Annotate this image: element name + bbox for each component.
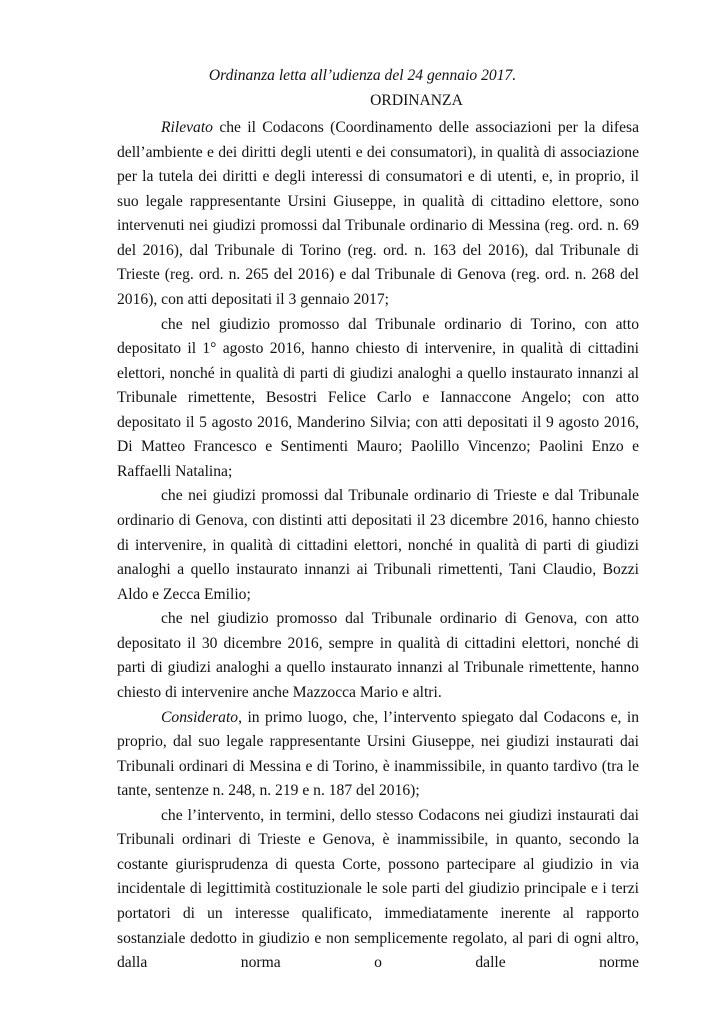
paragraph-codacons-inadmissible (117, 804, 639, 976)
paragraph-text: che nei giudizi promossi dal Tribunale ordinario di Trieste e dal Tribunale ordinario di Genova, con distinti atti depositati il 23 dicembre 2016, hanno chiesto di intervenire, in qualità di cittadini elettori, nonché in qualità di parti di giudizi analoghi a quello instaurato innanzi ai Tribunali rimettenti, Tani Claudio, Bozzi Aldo e Zecca Emilio; (117, 487, 639, 603)
paragraph-text: che il Codacons (Coordinamento delle associazioni per la difesa dell’ambiente e dei diritti degli utenti e dei consumatori), in qualità di associazione per la tutela dei diritti e degli interessi di consumatori e di utenti, e, in proprio, il suo legale rappresentante Ursini Giuseppe, in qualità di cittadino elettore, sono intervenuti nei giudizi promossi dal Tribunale ordinario di Messina (reg. ord. n. 69 del 2016), dal Tribunale di Torino (reg. ord. n. 163 del 2016), dal Tribunale di Trieste (reg. ord. n. 265 del 2016) e dal Tribunale di Genova (reg. ord. n. 268 del 2016), con atti depositati il 3 gennaio 2017; (117, 119, 639, 308)
paragraph-lead: Rilevato (161, 119, 213, 136)
paragraph-rilevato (117, 116, 639, 313)
paragraph-genova-interventions (117, 607, 639, 705)
paragraph-considerato (117, 706, 639, 804)
paragraph-torino-interventions (117, 313, 639, 485)
paragraph-text: che nel giudizio promosso dal Tribunale ordinario di Genova, con atto depositato il 30 dicembre 2016, sempre in qualità di cittadini elettori, nonché di parti di giudizi analoghi a quello instaurato innanzi al Tribunale rimettente, hanno chiesto di intervenire anche Mazzocca Mario e altri. (117, 610, 639, 701)
document-body (117, 116, 639, 976)
paragraph-text: , in primo luogo, che, l’intervento spiegato dal Codacons e, in proprio, dal suo legale rappresentante Ursini Giuseppe, nei giudizi instaurati dai Tribunali ordinari di Messina e di Torino, è inammissibile, in quanto tardivo (tra le tante, sentenze n. 248, n. 219 e n. 187 del 2016); (117, 708, 639, 800)
paragraph-lead: Considerato (161, 708, 239, 726)
paragraph-text: che nel giudizio promosso dal Tribunale ordinario di Torino, con atto depositato il 1° agosto 2016, hanno chiesto di intervenire, in qualità di cittadini elettori, nonché in qualità di parti di giudizi analoghi a quello instaurato innanzi al Tribunale rimettente, Besostri Felice Carlo e Iannaccone Angelo; con atto depositato il 5 agosto 2016, Manderino Silvia; con atti depositati il 9 agosto 2016, Di Matteo Francesco e Sentimenti Mauro; Paolillo Vincenzo; Paolini Enzo e Raffaelli Natalina; (117, 315, 639, 480)
paragraph-trieste-genova-interventions (117, 484, 639, 607)
paragraph-text: che l’intervento, in termini, dello stesso Codacons nei giudizi instaurati dai Tribunali ordinari di Trieste e Genova, è inammissibile, in quanto, secondo la costante giurisprudenza di questa Corte, possono partecipare al giudizio in via incidentale di legittimità costituzionale le sole parti del giudizio principale e i terzi portatori di un interesse qualificato, immediatamente inerente al rapporto sostanziale dedotto in giudizio e non semplicemente regolato, al pari di ogni altro, dalla norma o dalle norme (117, 806, 639, 972)
ordinance-title: Ordinanza letta all’udienza del 24 gennaio 2017. (208, 67, 517, 84)
ordinance-heading: ORDINANZA (370, 92, 463, 109)
